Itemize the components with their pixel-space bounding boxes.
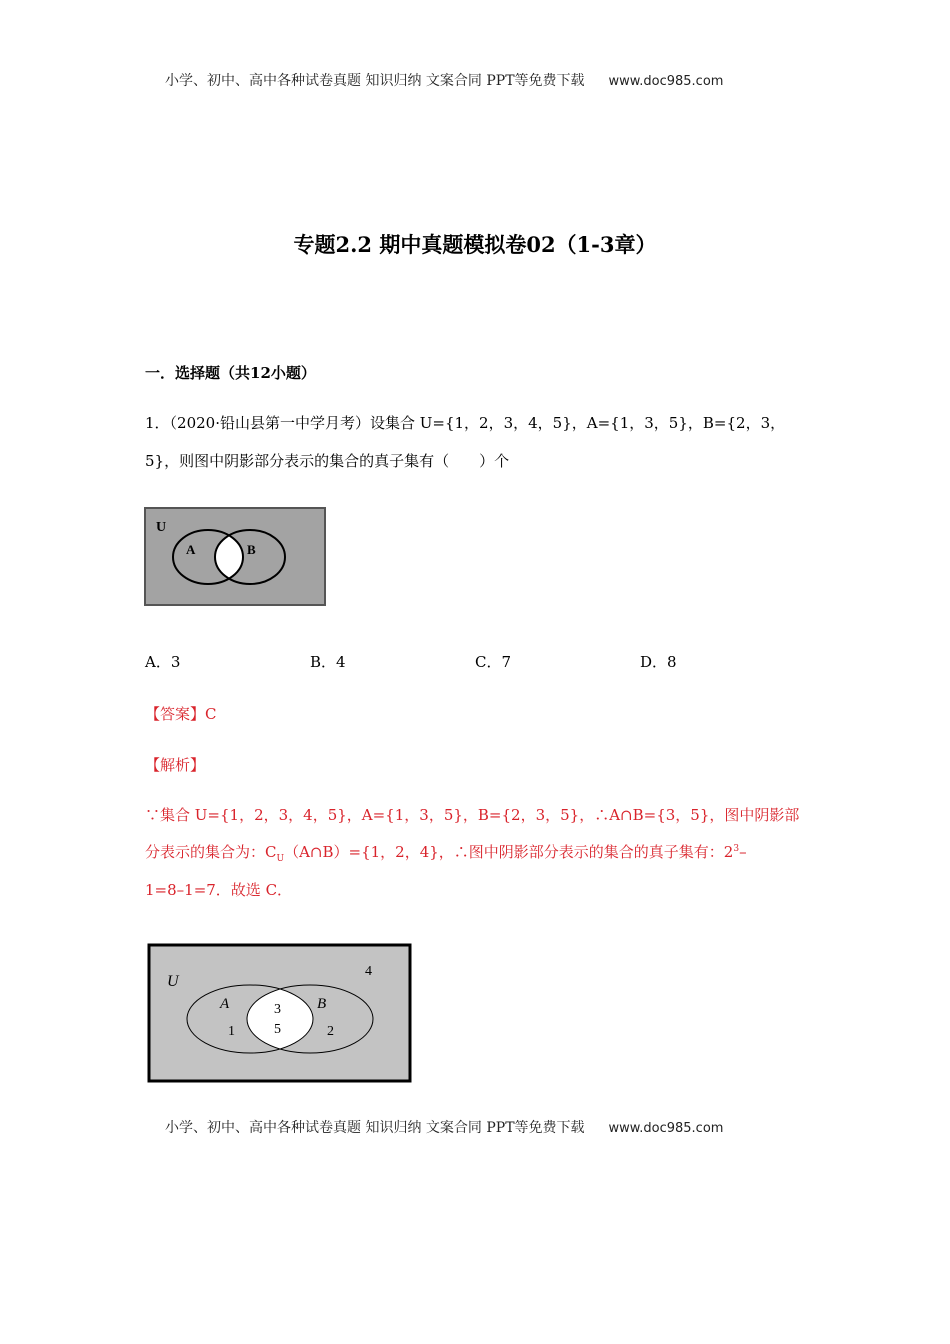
footer-url[interactable]: www.doc985.com: [608, 1121, 724, 1136]
venn-label-u: U: [156, 520, 167, 535]
page-header: [165, 70, 723, 90]
venn-label-a: A: [186, 542, 196, 557]
venn2-value-2: 2: [327, 1024, 334, 1039]
analysis-text: –: [739, 843, 747, 861]
venn2-value-3: 3: [274, 1002, 281, 1017]
superscript: 3: [733, 844, 740, 854]
subscript: U: [276, 854, 285, 864]
venn2-label-u: U: [167, 973, 179, 990]
venn2-value-1: 1: [228, 1024, 235, 1039]
analysis-text: 分表示的集合为：C: [145, 843, 277, 861]
analysis-line-3: 1=8–1=7．故选 C．: [145, 881, 293, 899]
page-footer: [165, 1117, 723, 1137]
option-c[interactable]: C．7: [475, 653, 512, 671]
venn2-label-b: B: [317, 996, 327, 1012]
analysis-label: 【解析】: [145, 756, 206, 774]
venn2-label-a: A: [220, 996, 230, 1012]
question-line-1: 1．（2020·铅山县第一中学月考）设集合 U={1，2，3，4，5}，A={1，3，5}，B={2，3，: [145, 414, 786, 432]
venn-diagram-solution: [147, 943, 413, 1084]
question-line-2: 5}，则图中阴影部分表示的集合的真子集有（ ）个: [145, 452, 510, 470]
header-text: 小学、初中、高中各种试卷真题 知识归纳 文案合同 PPT等免费下载: [165, 73, 585, 89]
option-a[interactable]: A．3: [145, 653, 181, 671]
document-title: 专题2.2 期中真题模拟卷02（1-3章）: [293, 232, 657, 257]
analysis-text: （A∩B）={1，2，4}，∴图中阴影部分表示的集合的真子集有：2: [284, 843, 734, 861]
section-heading: 一．选择题（共12小题）: [145, 364, 316, 382]
footer-text: 小学、初中、高中各种试卷真题 知识归纳 文案合同 PPT等免费下载: [165, 1120, 585, 1136]
venn2-value-5: 5: [274, 1022, 281, 1037]
venn-label-b: B: [247, 542, 256, 557]
answer: 【答案】C: [145, 705, 217, 723]
venn-diagram-question: [144, 507, 328, 609]
option-b[interactable]: B．4: [310, 653, 346, 671]
analysis-line-2: [145, 841, 747, 864]
header-url[interactable]: www.doc985.com: [608, 74, 724, 89]
analysis-line-1: ∵集合 U={1，2，3，4，5}，A={1，3，5}，B={2，3，5}，∴A∩B={3，5}，图中阴影部: [145, 806, 800, 824]
venn2-value-4: 4: [365, 964, 372, 979]
option-d[interactable]: D．8: [640, 653, 677, 671]
